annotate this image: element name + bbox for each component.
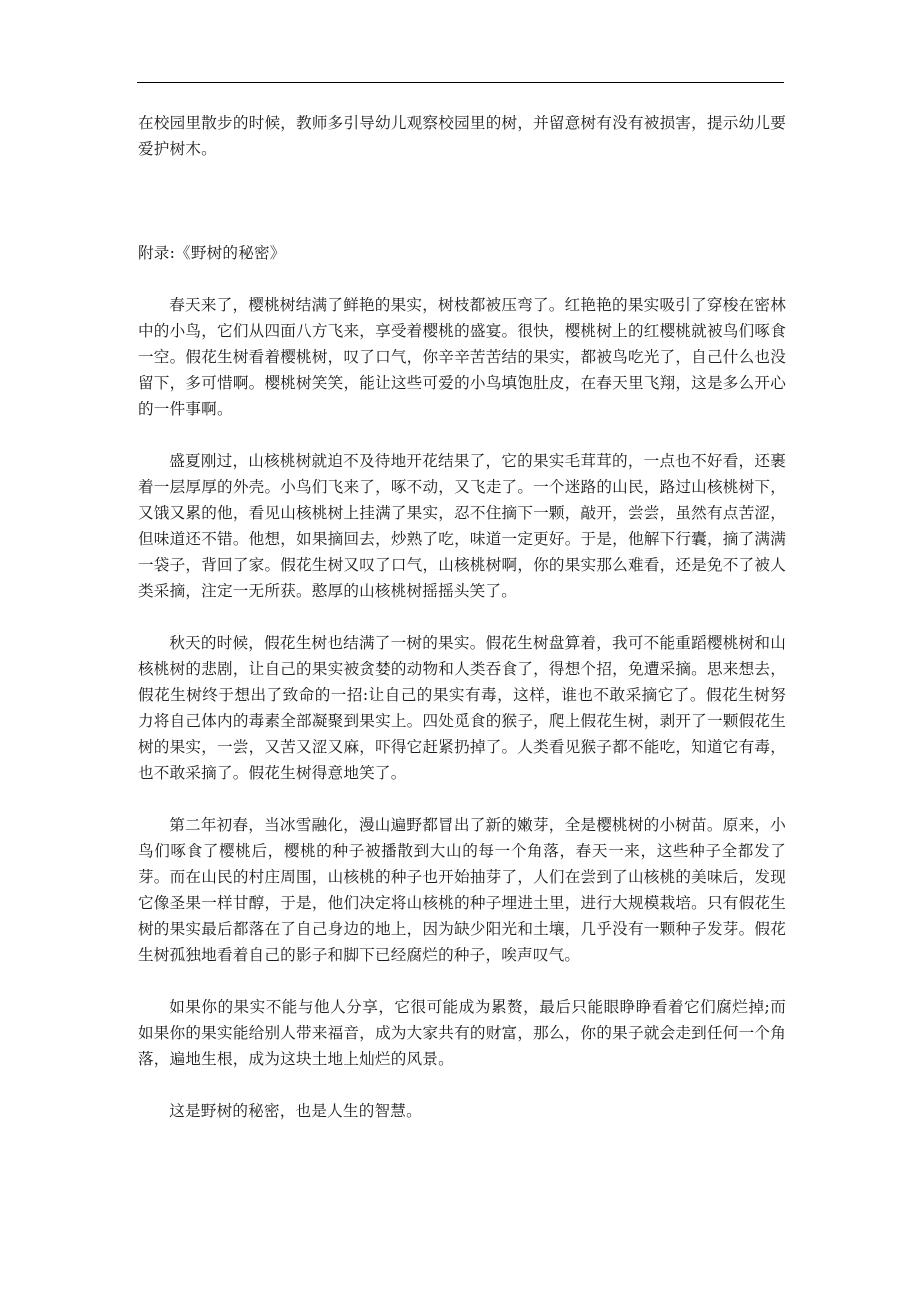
spacer: [138, 266, 786, 292]
story-paragraph-next-spring: 第二年初春，当冰雪融化，漫山遍野都冒出了新的嫩芽，全是樱桃树的小树苗。原来，小鸟们啄食了樱桃后，樱桃的种子被播散到大山的每一个角落，春天一来，这些种子全都发了芽。而在山民的村庄周围，山核桃的种子也开始抽芽了，人们在尝到了山核桃的美味后，发现它像圣果一样甘醇，于是，他们决定将山核桃的种子埋进土里，进行大规模栽培。只有假花生树的果实最后都落在了自己身边的地上，因为缺少阳光和土壤，几乎没有一颗种子发芽。假花生树孤独地看着自己的影子和脚下已经腐烂的种子，唉声叹气。: [138, 816, 786, 964]
spacer: [138, 604, 786, 630]
header-rule: [137, 82, 784, 83]
spacer: [138, 786, 786, 812]
spacer: [138, 422, 786, 448]
story-paragraph-closing: 这是野树的秘密，也是人生的智慧。: [169, 1102, 422, 1120]
story-paragraph-spring: 春天来了，樱桃树结满了鲜艳的果实，树枝都被压弯了。红艳艳的果实吸引了穿梭在密林中的小鸟，它们从四面八方飞来，享受着樱桃的盛宴。很快，樱桃树上的红樱桃就被鸟们啄食一空。假花生树看着樱桃树，叹了口气，你辛辛苦苦结的果实，都被鸟吃光了，自己什么也没留下，多可惜啊。樱桃树笑笑，能让这些可爱的小鸟填饱肚皮，在春天里飞翔，这是多么开心的一件事啊。: [138, 296, 786, 418]
appendix-title: 附录:《野树的秘密》: [138, 244, 286, 262]
story-paragraph-autumn: 秋天的时候，假花生树也结满了一树的果实。假花生树盘算着，我可不能重蹈樱桃树和山核桃树的悲剧，让自己的果实被贪婪的动物和人类吞食了，得想个招，免遭采摘。思来想去，假花生树终于想出了致命的一招:让自己的果实有毒，这样，谁也不敢采摘它了。假花生树努力将自己体内的毒素全部凝聚到果实上。四处觅食的猴子，爬上假花生树，剥开了一颗假花生树的果实，一尝，又苦又涩又麻，吓得它赶紧扔掉了。人类看见猴子都不能吃，知道它有毒，也不敢采摘了。假花生树得意地笑了。: [138, 634, 786, 782]
document-body: [138, 110, 786, 1124]
spacer: [138, 1072, 786, 1098]
spacer: [138, 968, 786, 994]
intro-paragraph: 在校园里散步的时候，教师多引导幼儿观察校园里的树，并留意树有没有被损害，提示幼儿要爱护树木。: [138, 114, 786, 158]
spacer: [138, 162, 786, 240]
story-paragraph-moral: 如果你的果实不能与他人分享，它很可能成为累赘，最后只能眼睁睁看着它们腐烂掉;而如果你的果实能给别人带来福音，成为大家共有的财富，那么，你的果子就会走到任何一个角落，遍地生根，成为这块土地上灿烂的风景。: [138, 998, 786, 1068]
story-paragraph-summer: 盛夏刚过，山核桃树就迫不及待地开花结果了，它的果实毛茸茸的，一点也不好看，还裹着一层厚厚的外壳。小鸟们飞来了，啄不动，又飞走了。一个迷路的山民，路过山核桃树下，又饿又累的他，看见山核桃树上挂满了果实，忍不住摘下一颗，敲开，尝尝，虽然有点苦涩，但味道还不错。他想，如果摘回去，炒熟了吃，味道一定更好。于是，他解下行囊，摘了满满一袋子，背回了家。假花生树又叹了口气，山核桃树啊，你的果实那么难看，还是免不了被人类采摘，注定一无所获。憨厚的山核桃树摇摇头笑了。: [138, 452, 786, 600]
